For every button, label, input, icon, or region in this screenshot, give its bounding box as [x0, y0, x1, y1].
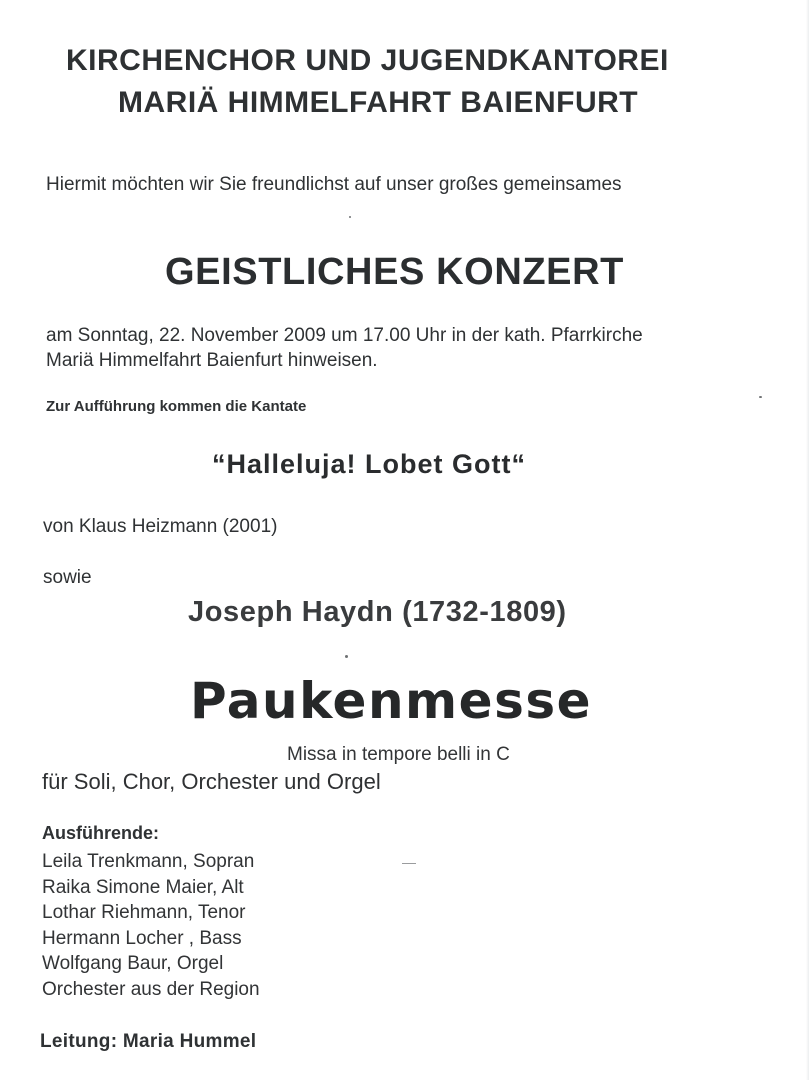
composer-name: Joseph Haydn (1732-1809) [188, 596, 567, 628]
conjunction-text: sowie [43, 567, 92, 588]
cantata-composer: von Klaus Heizmann (2001) [43, 516, 278, 537]
mass-title: Paukenmesse [190, 672, 592, 730]
direction-text: Leitung: Maria Hummel [40, 1031, 257, 1052]
cantata-title: “Halleluja! Lobet Gott“ [212, 449, 527, 479]
performer-item: Leila Trenkmann, Sopran [42, 851, 255, 872]
date-line-2: Mariä Himmelfahrt Baienfurt hinweisen. [46, 350, 378, 371]
date-line-1: am Sonntag, 22. November 2009 um 17.00 Uhr in der kath. Pfarrkirche [46, 325, 643, 346]
performance-intro: Zur Aufführung kommen die Kantate [46, 398, 307, 415]
intro-text: Hiermit möchten wir Sie freundlichst auf unser großes gemeinsames [46, 174, 622, 195]
performer-item: Lothar Riehmann, Tenor [42, 902, 246, 923]
performers-heading: Ausführende: [42, 823, 159, 843]
scan-speck [402, 863, 416, 864]
concert-title: GEISTLICHES KONZERT [165, 251, 624, 293]
performer-item: Raika Simone Maier, Alt [42, 876, 244, 898]
scan-speck [345, 655, 348, 658]
performer-item: Hermann Locher , Bass [42, 927, 242, 949]
scoring-text: für Soli, Chor, Orchester und Orgel [42, 769, 381, 794]
performer-item: Wolfgang Baur, Orgel [42, 953, 224, 974]
performer-item: Orchester aus der Region [42, 978, 260, 1000]
mass-subtitle: Missa in tempore belli in C [287, 744, 510, 765]
performers-list [42, 849, 260, 1002]
scan-speck [759, 396, 762, 398]
organization-name-line-2: MARIÄ HIMMELFAHRT BAIENFURT [118, 86, 639, 119]
organization-name-line-1: KIRCHENCHOR UND JUGENDKANTOREI [66, 44, 669, 77]
scan-speck [349, 216, 351, 218]
